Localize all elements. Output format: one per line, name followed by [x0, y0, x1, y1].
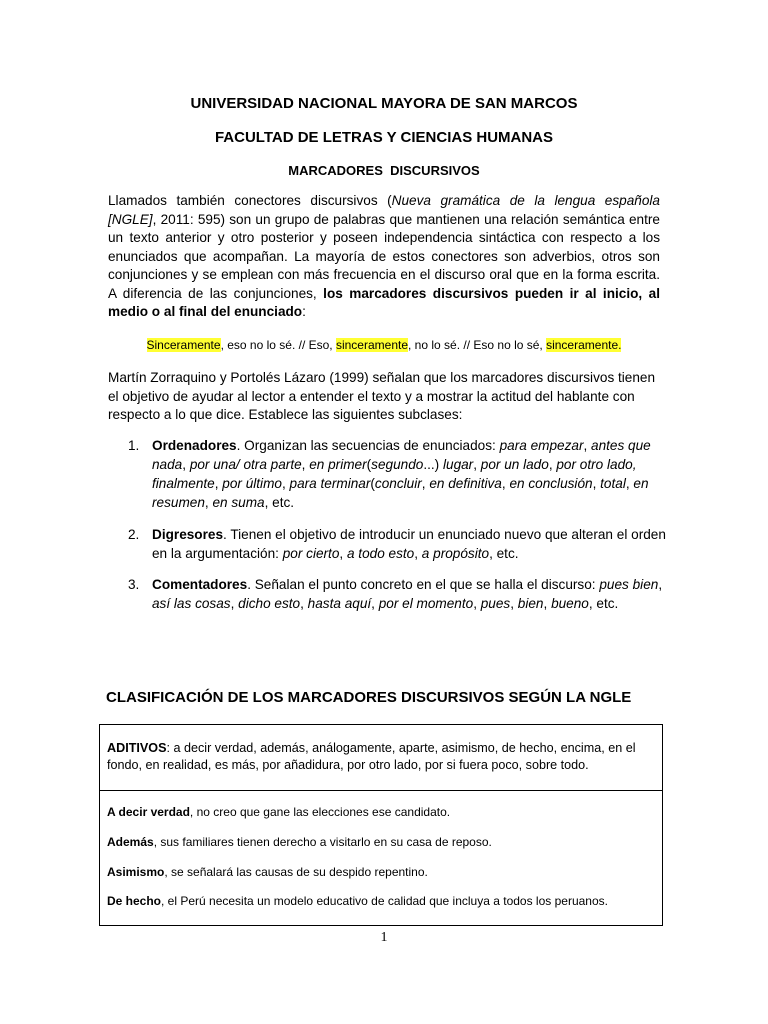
table-header-cell — [100, 725, 662, 791]
list-text: Ordenadores. Organizan las secuencias de enunciados: para empezar, antes que nada, por una/ otra parte, en primer(segundo...) lugar, por un lado, por otro lado, finalmente, por último, para terminar(concluir, en definitiva, en conclusión, total, en resumen, en suma, etc. — [152, 438, 651, 510]
intro-bold-statement: los marcadores discursivos pueden ir al inicio, al medio o al final del enunciado — [108, 285, 660, 319]
category-term: ADITIVOS — [107, 741, 167, 755]
list-number: 3. — [128, 577, 140, 592]
intro-citation: Nueva gramática de la lengua española [NGLE] — [108, 193, 660, 227]
list-number: 1. — [128, 438, 140, 453]
list-term: Comentadores — [152, 577, 248, 592]
intro-text-a: Llamados también conectores discursivos ( — [108, 193, 392, 208]
list-item-digresores — [108, 525, 668, 565]
row-text: , se señalará las causas de su despido repentino. — [164, 865, 428, 879]
page-number: 1 — [380, 930, 388, 945]
row-text: , no creo que gane las elecciones ese candidato. — [189, 805, 451, 819]
list-item-ordenadores — [108, 436, 668, 512]
intro-text-b: , 2011: 595) son un grupo de palabras que mantienen una relación semántica entre un texto anterior y otro posterior y poseen independencia sintáctica con respecto a los enunciados que acompañan. La mayoría de estos conectores son adverbios, otros son conjunciones y se emplean con más frecuencia en el discurso oral que en la forma escrita. A diferencia de las conjunciones, — [108, 211, 660, 301]
highlight-word-3: sinceramente. — [546, 338, 622, 352]
table-row — [107, 805, 450, 819]
classification-heading: CLASIFICACIÓN DE LOS MARCADORES DISCURSIVOS SEGÚN LA NGLE — [106, 689, 632, 706]
subclasses-paragraph: Martín Zorraquino y Portolés Lázaro (1999) señalan que los marcadores discursivos tienen el objetivo de ayudar al lector a entender el texto y a mostrar la actitud del hablante con respecto a lo que dice. Establece las siguientes subclases: — [108, 370, 656, 422]
list-text: Comentadores. Señalan el punto concreto en el que se halla el discurso: pues bien, así las cosas, dicho esto, hasta aquí, por el momento, pues, bien, bueno, etc. — [152, 577, 663, 611]
row-term: De hecho — [107, 894, 162, 908]
list-term: Digresores — [152, 527, 224, 542]
table-row — [107, 835, 492, 849]
example-text-2: , no lo sé. // Eso no lo sé, — [408, 338, 547, 352]
document-title: MARCADORES DISCURSIVOS — [288, 163, 480, 178]
university-heading: UNIVERSIDAD NACIONAL MAYORA DE SAN MARCOS — [190, 95, 578, 112]
row-term: Además — [107, 835, 154, 849]
list-text: Digresores. Tienen el objetivo de introducir un enunciado nuevo que alteran el orden en la argumentación: por cierto, a todo esto, a propósito, etc. — [152, 527, 666, 561]
example-text-1: , eso no lo sé. // Eso, — [220, 338, 336, 352]
row-text: , sus familiares tienen derecho a visitarlo en su casa de reposo. — [153, 835, 492, 849]
aditivos-table — [99, 724, 663, 926]
category-description: : a decir verdad, además, análogamente, aparte, asimismo, de hecho, encima, en el fondo, en realidad, es más, por añadidura, por otro lado, por si fuera poco, sobre todo. — [107, 741, 636, 772]
row-term: Asimismo — [107, 865, 165, 879]
intro-paragraph — [108, 192, 660, 322]
table-row — [107, 894, 608, 908]
list-term: Ordenadores — [152, 438, 237, 453]
intro-text-c: : — [302, 304, 306, 319]
highlight-word-2: sinceramente — [335, 338, 409, 352]
row-text: , el Perú necesita un modelo educativo de calidad que incluya a todos los peruanos. — [161, 894, 608, 908]
list-item-comentadores — [108, 575, 668, 615]
faculty-heading: FACULTAD DE LETRAS Y CIENCIAS HUMANAS — [214, 129, 554, 146]
row-term: A decir verdad — [107, 805, 190, 819]
table-row — [107, 865, 428, 879]
highlight-word-1: Sinceramente — [146, 338, 221, 352]
example-sentence — [0, 338, 768, 352]
list-number: 2. — [128, 527, 140, 542]
